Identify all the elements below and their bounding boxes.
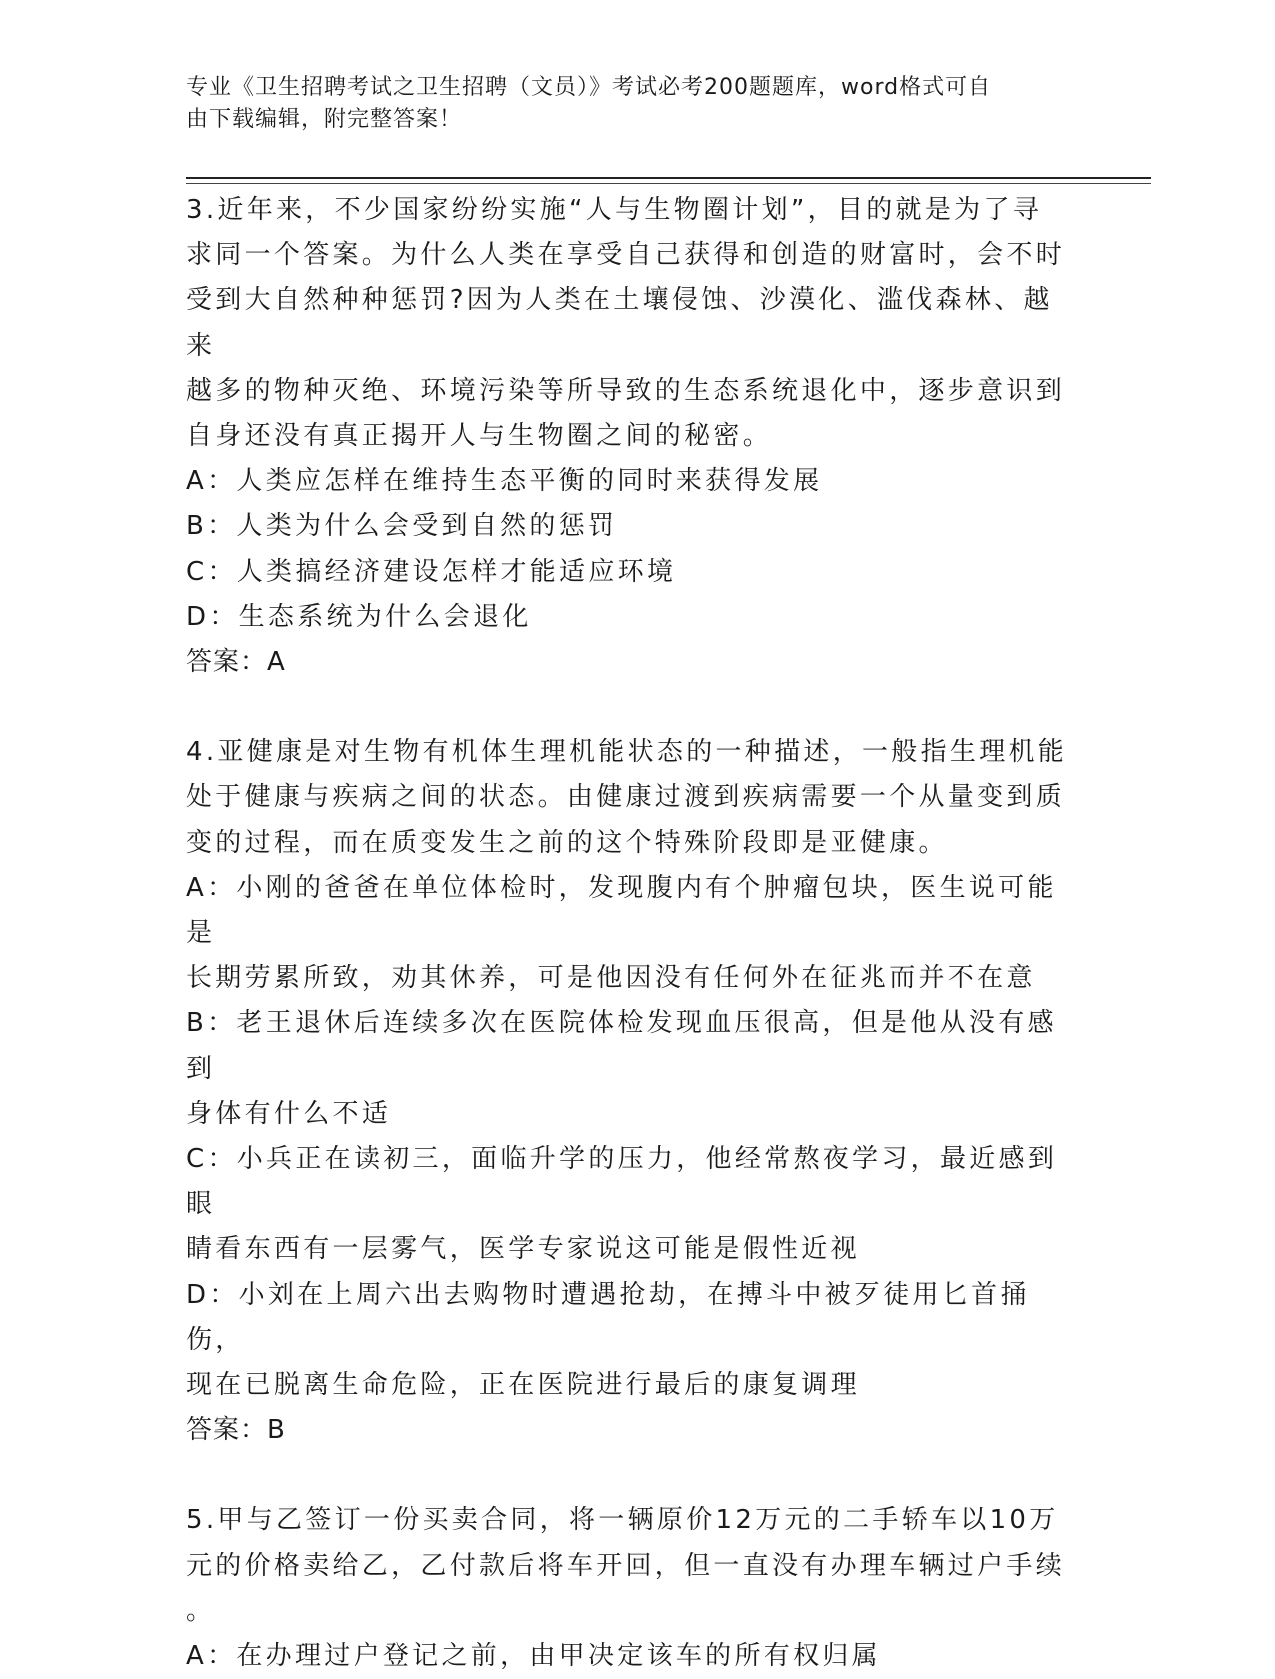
spacer — [186, 1453, 1081, 1498]
option-a: A：在办理过户登记之前，由甲决定该车的所有权归属 — [186, 1641, 881, 1672]
option-a-cont: 长期劳累所致，劝其休养，可是他因没有任何外在征兆而并不在意 — [186, 963, 1036, 994]
option-b: B：人类为什么会受到自然的惩罚 — [186, 511, 618, 542]
spacer — [186, 685, 1081, 730]
question-stem-line: 自身还没有真正揭开人与生物圈之间的秘密。 — [186, 421, 773, 452]
question-stem-line: 处于健康与疾病之间的状态。由健康过渡到疾病需要一个从量变到质 — [186, 782, 1066, 813]
question-list — [186, 188, 1081, 1679]
option-a: A：人类应怎样在维持生态平衡的同时来获得发展 — [186, 466, 823, 497]
question-stem-line: 变的过程，而在质变发生之前的这个特殊阶段即是亚健康。 — [186, 827, 948, 858]
question-5 — [186, 1498, 1081, 1679]
option-d-cont: 现在已脱离生命危险，正在医院进行最后的康复调理 — [186, 1370, 860, 1401]
question-stem-line: 5.甲与乙签订一份买卖合同，将一辆原价12万元的二手轿车以10万 — [186, 1505, 1059, 1536]
option-c: C：人类搞经济建设怎样才能适应环境 — [186, 556, 677, 587]
question-stem-line: 3.近年来，不少国家纷纷实施“人与生物圈计划”，目的就是为了寻 — [186, 195, 1043, 225]
option-c: C：小兵正在读初三，面临升学的压力，他经常熬夜学习，最近感到眼 — [186, 1144, 1058, 1220]
header-line-2: 由下载编辑，附完整答案！ — [186, 107, 463, 132]
option-b: B：老王退休后连续多次在医院体检发现血压很高，但是他从没有感到 — [186, 1008, 1057, 1084]
answer-line: 答案：B — [186, 1415, 286, 1446]
header-line-1: 专业《卫生招聘考试之卫生招聘（文员）》考试必考200题题库，word格式可自 — [186, 75, 992, 100]
question-stem-line: 求同一个答案。为什么人类在享受自己获得和创造的财富时，会不时 — [186, 240, 1066, 271]
question-stem-line: 元的价格卖给乙，乙付款后将车开回，但一直没有办理车辆过户手续 — [186, 1550, 1066, 1581]
option-a: A：小刚的爸爸在单位体检时，发现腹内有个肿瘤包块，医生说可能是 — [186, 872, 1057, 949]
page-header — [186, 72, 1066, 136]
question-4 — [186, 730, 1081, 1453]
option-d: D：小刘在上周六出去购物时遭遇抢劫，在搏斗中被歹徒用匕首捅伤， — [186, 1279, 1030, 1355]
option-d: D：生态系统为什么会退化 — [186, 601, 532, 632]
option-b-cont: 身体有什么不适 — [186, 1098, 392, 1129]
header-divider-thin — [186, 183, 1151, 184]
question-stem-line: 越多的物种灭绝、环境污染等所导致的生态系统退化中，逐步意识到 — [186, 375, 1066, 406]
question-stem-line: 4.亚健康是对生物有机体生理机能状态的一种描述，一般指生理机能 — [186, 737, 1068, 768]
header-divider-thick — [186, 177, 1151, 179]
question-stem-line: 。 — [186, 1595, 216, 1626]
option-c-cont: 睛看东西有一层雾气，医学专家说这可能是假性近视 — [186, 1234, 860, 1265]
question-stem-line: 受到大自然种种惩罚?因为人类在土壤侵蚀、沙漠化、滥伐森林、越来 — [186, 285, 1053, 361]
question-3 — [186, 188, 1081, 685]
answer-line: 答案：A — [186, 647, 286, 678]
